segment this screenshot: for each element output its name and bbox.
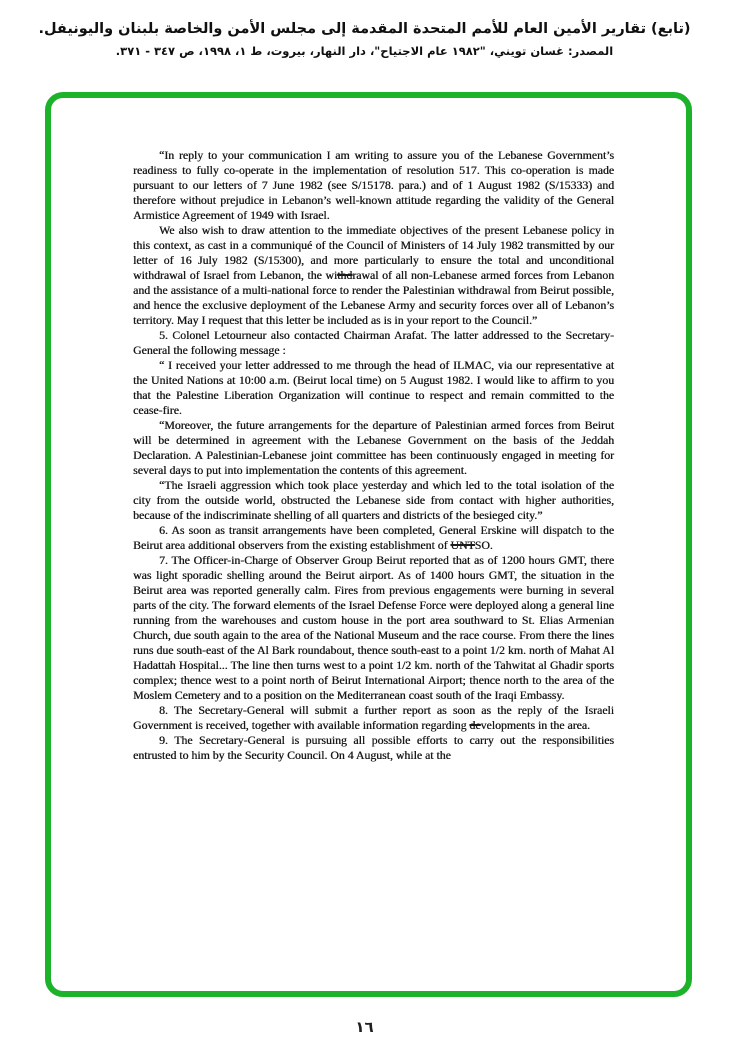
text-segment: 6. As soon as transit arrangements have been completed, General Erskine will dispatch to the Beirut area additional observers from the existing establishment of [133,523,614,552]
paragraph [133,418,614,478]
document-body [133,148,614,763]
text-segment: “ I received your letter addressed to me through the head of ILMAC, via our representative at the United Nations at 10:00 a.m. (Beirut local time) on 5 August 1982. I would like to affirm to you that the Palestine Liberation Organization will continue to respect and remain committed to the cease-fire. [133,358,614,417]
text-segment: We also wish to draw attention to the immediate objectives of the present Lebanese policy in this context, as cast in a communiqué of the Council of Ministers of 14 July 1982 transmitted by our letter of 16 July 1982 (S/15300), and more particularly to ensure the total and unconditional withdrawal of Israel from Lebanon, the wi [133,223,614,282]
struck-text: thd [337,268,353,282]
text-segment: “The Israeli aggression which took place yesterday and which led to the total isolation of the city from the outside world, obstructed the Lebanese side from contact with higher authorities, because of the indiscriminate shelling of all quarters and districts of the besieged city.” [133,478,614,522]
struck-text: de [469,718,481,732]
paragraph [133,478,614,523]
text-segment: velopments in the area. [480,718,590,732]
struck-text: UNT [450,538,475,552]
page-header [0,21,729,58]
paragraph [133,358,614,418]
text-segment: SO. [474,538,493,552]
text-segment: “Moreover, the future arrangements for the departure of Palestinian armed forces from Beirut will be determined in agreement with the Lebanese Government on the basis of the Jeddah Declaration. A Palestinian-Lebanese joint committee has been continuously engaged in meeting for several days to put into implementation the contents of this agreement. [133,418,614,477]
paragraph [133,328,614,358]
paragraph [133,523,614,553]
header-title-arabic: (تابع) تقارير الأمين العام للأمم المتحدة المقدمة إلى مجلس الأمن والخاصة بلبنان واليونيفل. [38,21,691,37]
header-source-line: المصدر: غسان تويني، "١٩٨٢ عام الاجتياح"، دار النهار، بيروت، ط ١، ١٩٩٨، ص ٣٤٧ - ٣٧١. [115,44,614,58]
text-segment: 5. Colonel Letourneur also contacted Chairman Arafat. The latter addressed to the Secretary-General the following message : [133,328,614,357]
text-segment: 8. The Secretary-General will submit a further report as soon as the reply of the Israeli Government is received, together with available information regarding [133,703,614,732]
text-segment: 9. The Secretary-General is pursuing all possible efforts to carry out the responsibilities entrusted to him by the Security Council. On 4 August, while at the [133,733,614,762]
paragraph [133,703,614,733]
text-segment: 7. The Officer-in-Charge of Observer Group Beirut reported that as of 1200 hours GMT, there was light sporadic shelling around the Beirut airport. As of 1400 hours GMT, the situation in the Beirut area was reported generally calm. Fires from previous engagements were burning in several parts of the city. The forward elements of the Israel Defense Force were deployed along a general line running from the warehouses and custom house in the port area southward to St. Elias Armenian Church, due south again to the area of the National Museum and the race course. From there the lines runs due south-east of the Al Bark roundabout, thence south-east to a point 1/2 km. north of Mahat Al Hadattah Hospital... The line then turns west to a point 1/2 km. north of the Tahwitat al Ghadir sports complex; thence west to a point north of Beirut International Airport; thence north to the area of the Moslem Cemetery and to a position on the Mediterranean coast south of the Iraqi Embassy. [133,553,614,702]
paragraph [133,733,614,763]
paragraph [133,148,614,223]
paragraph [133,223,614,328]
text-segment: “In reply to your communication I am writing to assure you of the Lebanese Government’s readiness to fully co-operate in the implementation of resolution 517. This co-operation is made pursuant to our letters of 7 June 1982 (see S/15178. para.) and of 1 August 1982 (S/15333) and therefore without prejudice in Lebanon’s well-known attitude regarding the validity of the General Armistice Agreement of 1949 with Israel. [133,148,614,222]
page-number: ١٦ [355,1018,374,1036]
paragraph [133,553,614,703]
text-segment: rawal of all non-Lebanese armed forces from Lebanon and the assistance of a multi-national force to render the Palestinian withdrawal from Beirut possible, and hence the exclusive deployment of the Lebanese Army and security forces over all of Lebanon’s territory. May I request that this letter be included as is in your report to the Council.” [133,268,614,327]
